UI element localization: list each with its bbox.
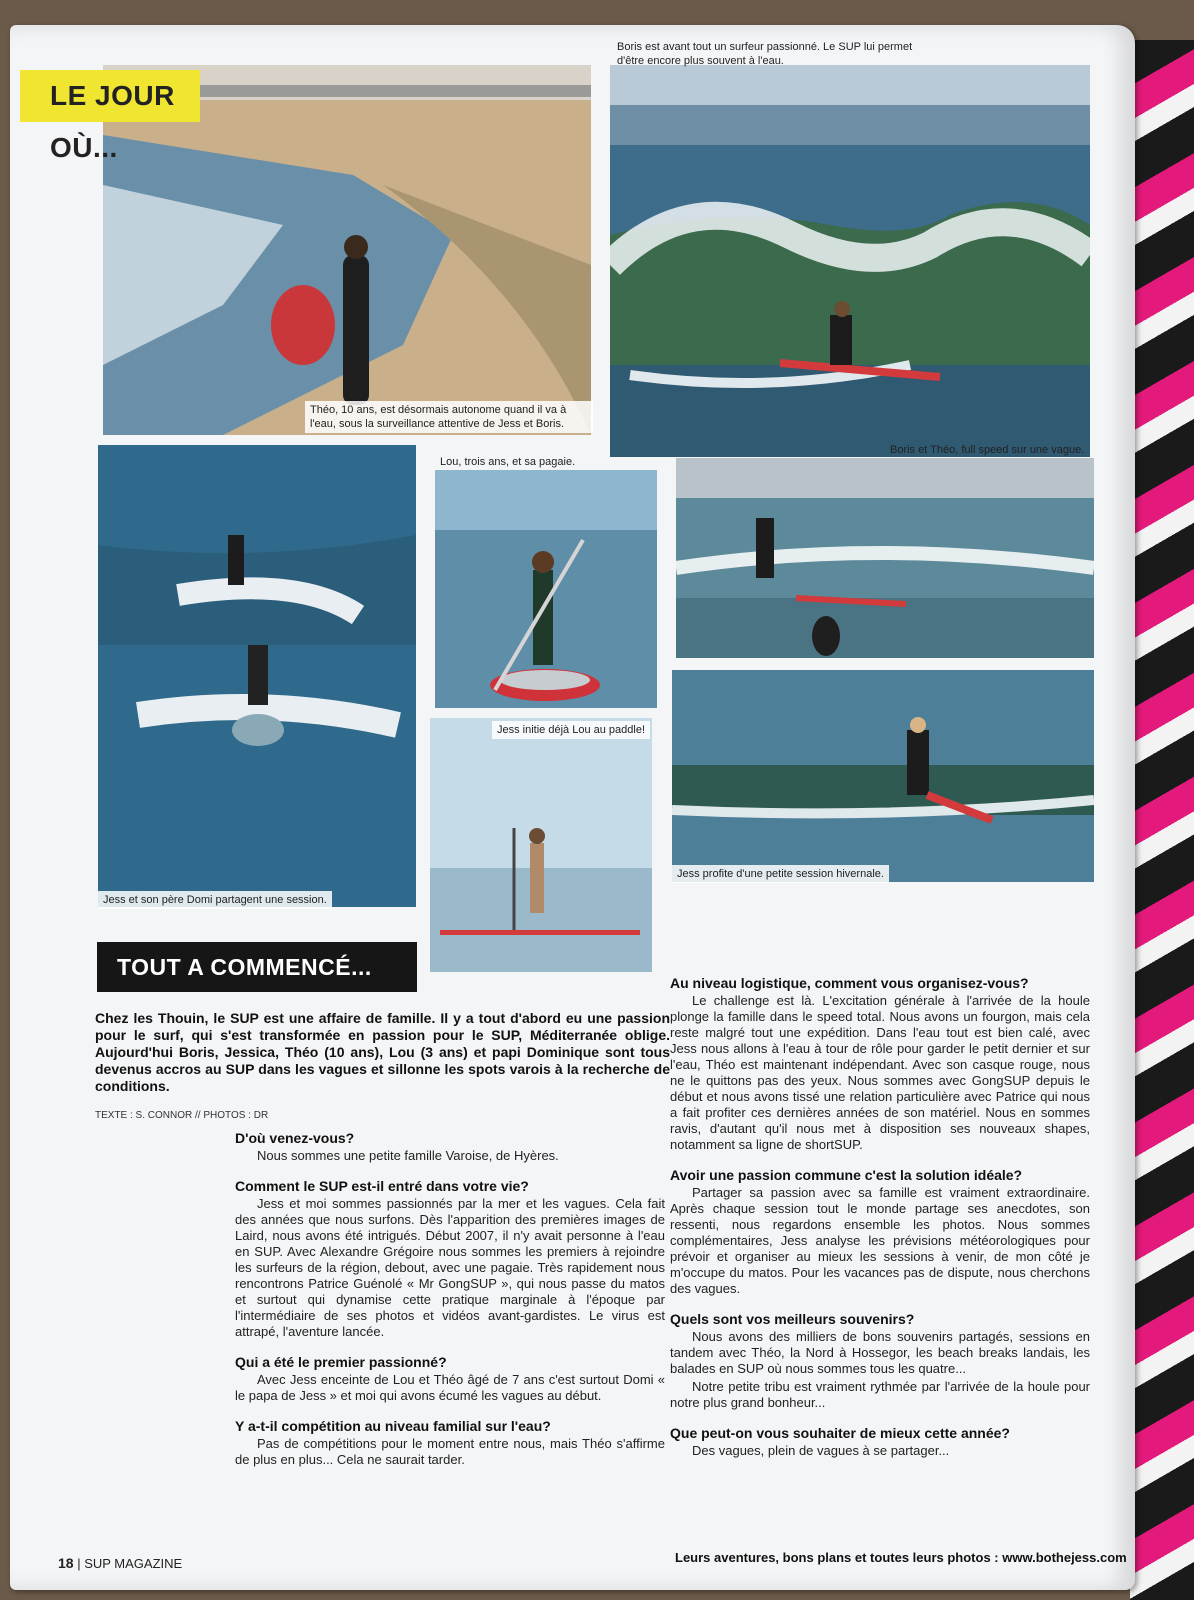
intro-paragraph: Chez les Thouin, le SUP est une affaire de famille. Il y a tout d'abord eu une passion pour le surf, qui s'est transformée en passion pour le SUP, Méditerranée oblige. Aujourd'hui Boris, Jessica, Théo (10 ans), Lou (3 ans) et papi Dominique sont tous devenus accros au SUP dans les vagues et sillonne les spots varois à la recherche de conditions. (95, 1010, 670, 1094)
page-number: 18 (58, 1555, 74, 1571)
photo-jess-initie (430, 718, 652, 972)
wave-image (610, 65, 1090, 457)
answer-first-passion: Avec Jess enceinte de Lou et Théo âgé de 7 ans c'est surtout Domi « le papa de Jess » et moi qui avons écumé les vagues au début. (235, 1372, 665, 1403)
answer-shared-passion: Partager sa passion avec sa famille est vraiment extraordinaire. Après chaque session tout le monde partage ses anecdotes, son ressenti, nous regardons ensemble les photos. Nous sommes complémentaires, Jess analyse les prévisions météorologiques pour prévoir et organiser au mieux les sessions à venir, de mon côté je m'occupe du matos. Pour les vacances pas de dispute, nous cherchons des vagues. (670, 1185, 1090, 1296)
credit-line: TEXTE : S. CONNOR // PHOTOS : DR (95, 1110, 269, 1121)
jess-hivernale-image (672, 670, 1094, 882)
caption-boris-wave: Boris est avant tout un surfeur passionné. Le SUP lui permet d'être encore plus souvent à l'eau. (617, 41, 913, 67)
photo-jess-hivernale (672, 670, 1094, 882)
magazine-page (10, 25, 1135, 1590)
jess-domi-image (98, 445, 416, 907)
caption-jess-initie: Jess initie déjà Lou au paddle! (492, 721, 650, 739)
magazine-name: SUP MAGAZINE (84, 1556, 183, 1571)
question-logistics: Au niveau logistique, comment vous organisez-vous? (670, 975, 1029, 991)
question-memories: Quels sont vos meilleurs souvenirs? (670, 1311, 915, 1327)
question-first-passion: Qui a été le premier passionné? (235, 1354, 447, 1370)
photo-jess-domi (98, 445, 416, 907)
caption-theo-beach: Théo, 10 ans, est désormais autonome quand il va à l'eau, sous la surveillance attentive de Jess et Boris. (305, 401, 593, 433)
answer-wishes: Des vagues, plein de vagues à se partager... (692, 1443, 950, 1458)
answer-sup-entry: Jess et moi sommes passionnés par la mer et les vagues. Cela fait des années que nous surfons. Dès l'apparition des premières images de Laird, nous avons été intrigués. Début 2007, il n'y avait personne à l'eau en SUP. Avec Alexandre Grégoire nous sommes les premiers à rejoindre les surfeurs de la région, debout, avec une pagaie. Très rapidement nous rencontrons Patrice Guénolé « Mr GongSUP », qui nous passe du matos et surtout qui dynamise cette pratique marginale à l'époque par l'intermédiaire de ses photos et vidéos avant-gardistes. Le virus est attrapé, l'aventure lancée. (235, 1196, 665, 1339)
website-line: Leurs aventures, bons plans et toutes leurs photos : www.bothejess.com (675, 1550, 1127, 1565)
caption-jess-domi: Jess et son père Domi partagent une session. (98, 891, 332, 909)
page-footer (58, 1555, 182, 1571)
answer-memories-2: Notre petite tribu est vraiment rythmée par l'arrivée de la houle pour notre plus grand bonheur... (670, 1379, 1090, 1410)
photo-boris-theo (676, 458, 1094, 658)
jess-initie-image (430, 718, 652, 972)
question-shared-passion: Avoir une passion commune c'est la solution idéale? (670, 1167, 1023, 1183)
answer-origin: Nous sommes une petite famille Varoise, de Hyères. (257, 1148, 559, 1163)
lou-image (435, 470, 657, 708)
boris-theo-image (676, 458, 1094, 658)
answer-logistics: Le challenge est là. L'excitation générale à l'arrivée de la houle plonge la famille dans le speed total. Nous avons un fourgon, mais cela reste malgré tout une expédition. Dans l'eau tout est bien calé, avec Jess nous allons à l'eau à tour de rôle pour garder le petit dernier et sur l'eau, Théo est maintenant indépendant. Avec son casque rouge, nous ne le quittons pas des yeux. Nous sommes avec GongSUP depuis le début et nous avons tissé une relation particulière avec Patrice qui nous a fait profiter ces dernières années de son matériel. Nous en sommes ravis, d'autant qu'il nous met à disposition ses nouveaux shapes, notamment sa ligne de shortSUP. (670, 993, 1090, 1152)
section-label: LE JOUR OÙ... (20, 70, 200, 122)
photo-lou (435, 470, 657, 708)
caption-boris-theo: Boris et Théo, full speed sur une vague. (890, 444, 1085, 456)
caption-lou: Lou, trois ans, et sa pagaie. (440, 456, 576, 468)
question-sup-entry: Comment le SUP est-il entré dans votre vie? (235, 1178, 529, 1194)
answer-memories-1: Nous avons des milliers de bons souvenirs partagés, sessions en tandem avec Théo, la Nord à Hossegor, les beach breaks landais, les balades en SUP où nous sommes tous les quatre... (670, 1329, 1090, 1376)
adjacent-page-edge (1130, 40, 1194, 1600)
answer-competition: Pas de compétitions pour le moment entre nous, mais Théo s'affirme de plus en plus... Cela ne saurait tarder. (235, 1436, 665, 1467)
footer-separator: | (77, 1556, 85, 1571)
question-origin: D'où venez-vous? (235, 1130, 355, 1146)
photo-boris-wave (610, 65, 1090, 457)
question-wishes: Que peut-on vous souhaiter de mieux cette année? (670, 1425, 1010, 1441)
right-column (670, 975, 1090, 1459)
left-column (235, 1130, 665, 1468)
section-heading: TOUT A COMMENCÉ... (97, 942, 417, 992)
question-competition: Y a-t-il compétition au niveau familial sur l'eau? (235, 1418, 551, 1434)
caption-jess-hivernale: Jess profite d'une petite session hivernale. (672, 865, 889, 883)
